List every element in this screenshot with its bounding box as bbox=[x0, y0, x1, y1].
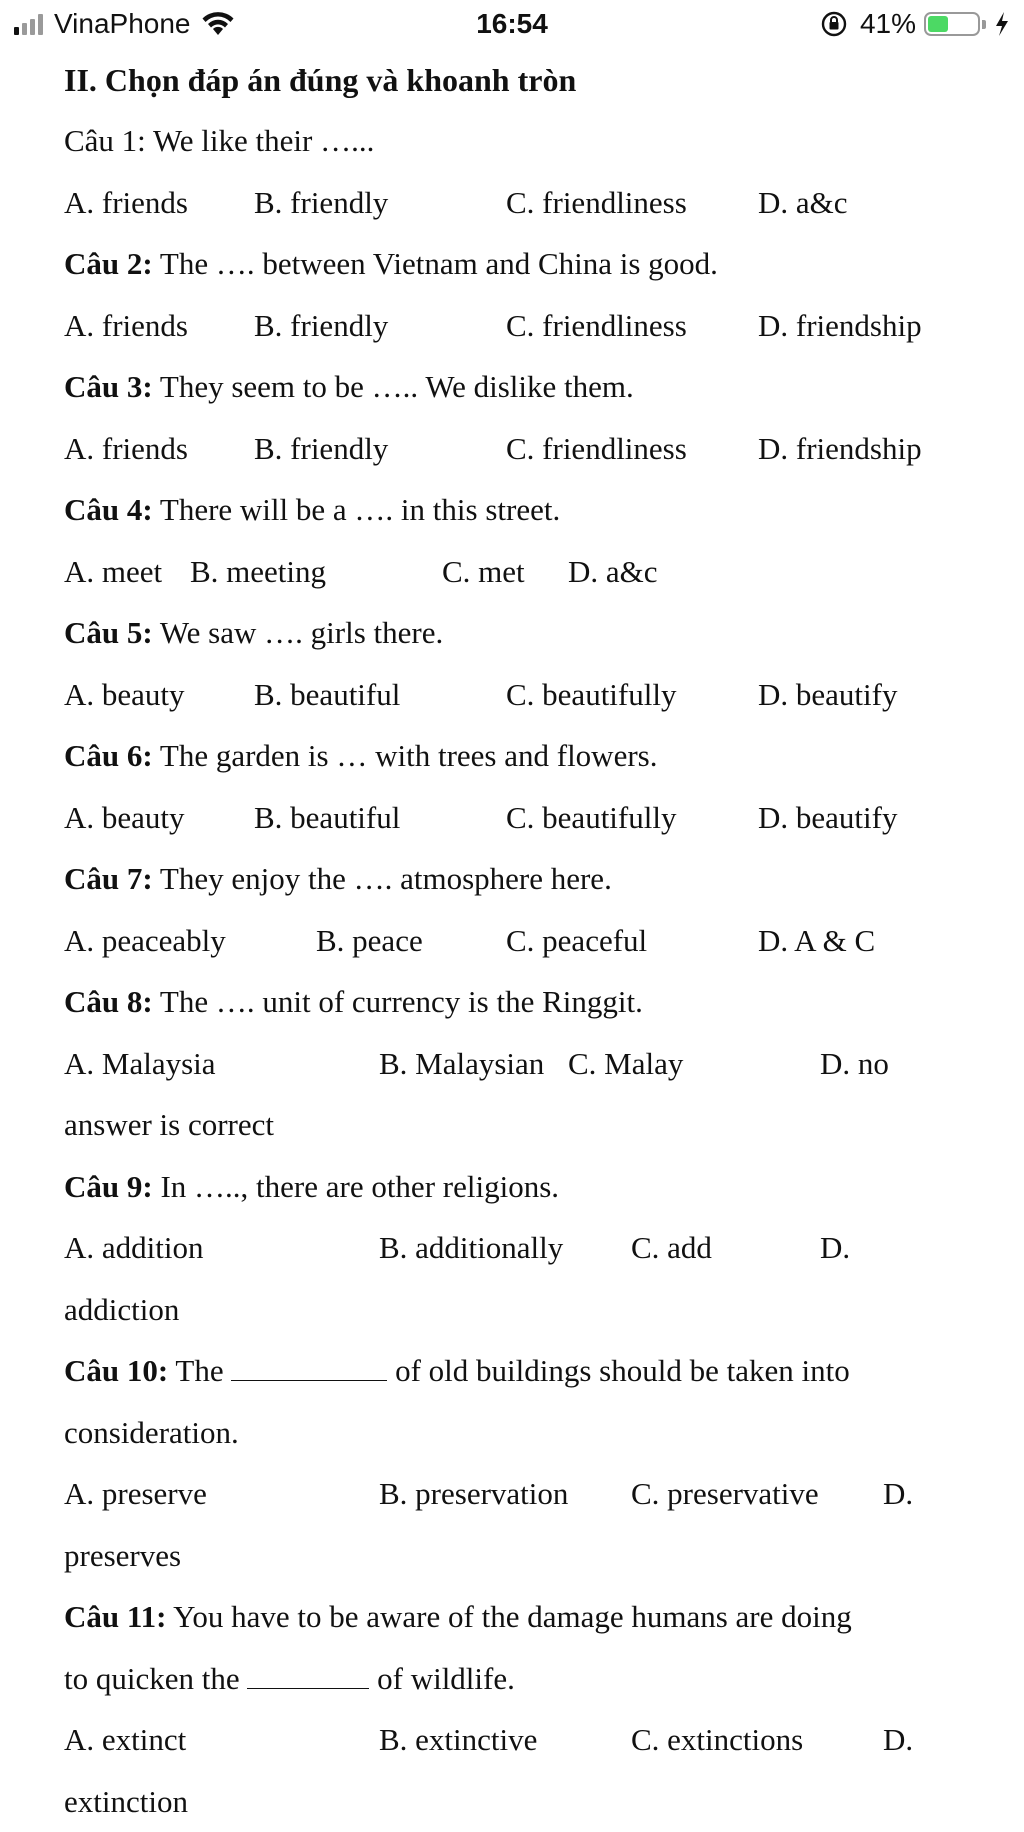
section-heading: II. Chọn đáp án đúng và khoanh tròn bbox=[64, 50, 994, 110]
option-d[interactable]: D. friendship bbox=[758, 295, 922, 357]
option-b[interactable]: B. extinctive bbox=[379, 1709, 537, 1771]
battery-percent: 41% bbox=[860, 8, 916, 40]
option-d[interactable]: D. bbox=[820, 1217, 850, 1279]
option-b[interactable]: B. peace bbox=[316, 910, 423, 972]
option-d[interactable]: D. beautify bbox=[758, 787, 897, 849]
option-a[interactable]: A. meet bbox=[64, 541, 162, 603]
question-text-after: of old buildings should be taken into bbox=[387, 1353, 849, 1388]
options-6 bbox=[64, 787, 994, 849]
option-b[interactable]: B. beautiful bbox=[254, 787, 400, 849]
worksheet bbox=[64, 50, 994, 1832]
question-text-continued: consideration. bbox=[64, 1415, 239, 1450]
question-10-continued bbox=[64, 1402, 994, 1464]
question-label: Câu 2: bbox=[64, 246, 153, 281]
question-7 bbox=[64, 848, 994, 910]
question-label: Câu 3: bbox=[64, 369, 153, 404]
option-d[interactable]: D. bbox=[883, 1709, 913, 1771]
option-d[interactable]: D. bbox=[883, 1463, 913, 1525]
option-c[interactable]: C. beautifully bbox=[506, 664, 676, 726]
option-b[interactable]: B. preservation bbox=[379, 1463, 568, 1525]
question-11-continued bbox=[64, 1648, 994, 1710]
option-b[interactable]: B. additionally bbox=[379, 1217, 563, 1279]
option-a[interactable]: A. peaceably bbox=[64, 910, 226, 972]
option-c[interactable]: C. friendliness bbox=[506, 418, 687, 480]
option-c[interactable]: C. extinctions bbox=[631, 1709, 803, 1771]
question-5 bbox=[64, 602, 994, 664]
options-11 bbox=[64, 1709, 994, 1771]
charging-bolt-icon bbox=[994, 11, 1010, 37]
option-c[interactable]: C. add bbox=[631, 1217, 712, 1279]
question-4 bbox=[64, 479, 994, 541]
question-text: The …. between Vietnam and China is good. bbox=[153, 246, 718, 281]
question-text-continued-before: to quicken the bbox=[64, 1661, 247, 1696]
options-7 bbox=[64, 910, 994, 972]
carrier-name: VinaPhone bbox=[54, 8, 191, 40]
option-b[interactable]: B. beautiful bbox=[254, 664, 400, 726]
option-b[interactable]: B. friendly bbox=[254, 418, 388, 480]
options-10-continued bbox=[64, 1525, 994, 1587]
question-label: Câu 9: bbox=[64, 1169, 153, 1204]
question-label: Câu 1: bbox=[64, 123, 146, 158]
question-label: Câu 11: bbox=[64, 1599, 167, 1634]
options-3 bbox=[64, 418, 994, 480]
options-2 bbox=[64, 295, 994, 357]
question-2 bbox=[64, 233, 994, 295]
question-1 bbox=[64, 110, 994, 172]
option-d-continued: extinction bbox=[64, 1784, 188, 1819]
option-c[interactable]: C. Malay bbox=[568, 1033, 683, 1095]
options-8-continued bbox=[64, 1094, 994, 1156]
question-text: In ….., there are other religions. bbox=[153, 1169, 559, 1204]
question-3 bbox=[64, 356, 994, 418]
option-a[interactable]: A. friends bbox=[64, 295, 188, 357]
option-a[interactable]: A. addition bbox=[64, 1217, 204, 1279]
option-d[interactable]: D. friendship bbox=[758, 418, 922, 480]
options-1 bbox=[64, 172, 994, 234]
option-b[interactable]: B. Malaysian bbox=[379, 1033, 544, 1095]
question-6 bbox=[64, 725, 994, 787]
option-a[interactable]: A. Malaysia bbox=[64, 1033, 216, 1095]
status-bar bbox=[0, 0, 1024, 50]
option-d[interactable]: D. beautify bbox=[758, 664, 897, 726]
options-5 bbox=[64, 664, 994, 726]
question-text-continued-after: of wildlife. bbox=[369, 1661, 515, 1696]
question-text-before: The bbox=[168, 1353, 231, 1388]
option-d[interactable]: D. A & C bbox=[758, 910, 875, 972]
option-a[interactable]: A. preserve bbox=[64, 1463, 207, 1525]
question-label: Câu 4: bbox=[64, 492, 153, 527]
question-label: Câu 10: bbox=[64, 1353, 168, 1388]
battery-icon bbox=[924, 12, 980, 36]
option-d-continued: preserves bbox=[64, 1538, 181, 1573]
question-text: We like their …... bbox=[146, 123, 375, 158]
question-9 bbox=[64, 1156, 994, 1218]
option-c[interactable]: C. friendliness bbox=[506, 295, 687, 357]
question-text: They enjoy the …. atmosphere here. bbox=[153, 861, 612, 896]
option-b[interactable]: B. friendly bbox=[254, 172, 388, 234]
question-text: The …. unit of currency is the Ringgit. bbox=[153, 984, 643, 1019]
option-c[interactable]: C. friendliness bbox=[506, 172, 687, 234]
rotation-lock-icon bbox=[820, 10, 848, 38]
options-10 bbox=[64, 1463, 994, 1525]
option-d-continued: addiction bbox=[64, 1292, 179, 1327]
question-text: There will be a …. in this street. bbox=[153, 492, 561, 527]
option-a[interactable]: A. friends bbox=[64, 172, 188, 234]
option-a[interactable]: A. extinct bbox=[64, 1709, 186, 1771]
question-10 bbox=[64, 1340, 994, 1402]
option-b[interactable]: B. friendly bbox=[254, 295, 388, 357]
question-label: Câu 7: bbox=[64, 861, 153, 896]
question-8 bbox=[64, 971, 994, 1033]
question-text: You have to be aware of the damage humans are doing bbox=[167, 1599, 852, 1634]
question-text: They seem to be ….. We dislike them. bbox=[153, 369, 634, 404]
option-d-continued: answer is correct bbox=[64, 1107, 274, 1142]
options-9 bbox=[64, 1217, 994, 1279]
answer-blank bbox=[247, 1652, 369, 1689]
option-d[interactable]: D. a&c bbox=[568, 541, 658, 603]
status-right bbox=[820, 8, 1010, 40]
battery-nub bbox=[982, 20, 986, 29]
option-b[interactable]: B. meeting bbox=[190, 541, 326, 603]
question-label: Câu 5: bbox=[64, 615, 153, 650]
option-a[interactable]: A. beauty bbox=[64, 664, 185, 726]
option-d[interactable]: D. a&c bbox=[758, 172, 848, 234]
options-11-continued bbox=[64, 1771, 994, 1832]
question-text: The garden is … with trees and flowers. bbox=[153, 738, 658, 773]
question-label: Câu 8: bbox=[64, 984, 153, 1019]
option-c[interactable]: C. preservative bbox=[631, 1463, 819, 1525]
options-8 bbox=[64, 1033, 994, 1095]
options-9-continued bbox=[64, 1279, 994, 1341]
option-d[interactable]: D. no bbox=[820, 1033, 889, 1095]
answer-blank bbox=[231, 1344, 387, 1381]
option-c[interactable]: C. peaceful bbox=[506, 910, 647, 972]
options-4 bbox=[64, 541, 994, 603]
battery-fill bbox=[928, 16, 948, 32]
clock: 16:54 bbox=[0, 8, 1024, 40]
question-text: We saw …. girls there. bbox=[153, 615, 444, 650]
option-a[interactable]: A. beauty bbox=[64, 787, 185, 849]
option-c[interactable]: C. met bbox=[442, 541, 525, 603]
option-a[interactable]: A. friends bbox=[64, 418, 188, 480]
question-11 bbox=[64, 1586, 994, 1648]
option-c[interactable]: C. beautifully bbox=[506, 787, 676, 849]
question-label: Câu 6: bbox=[64, 738, 153, 773]
